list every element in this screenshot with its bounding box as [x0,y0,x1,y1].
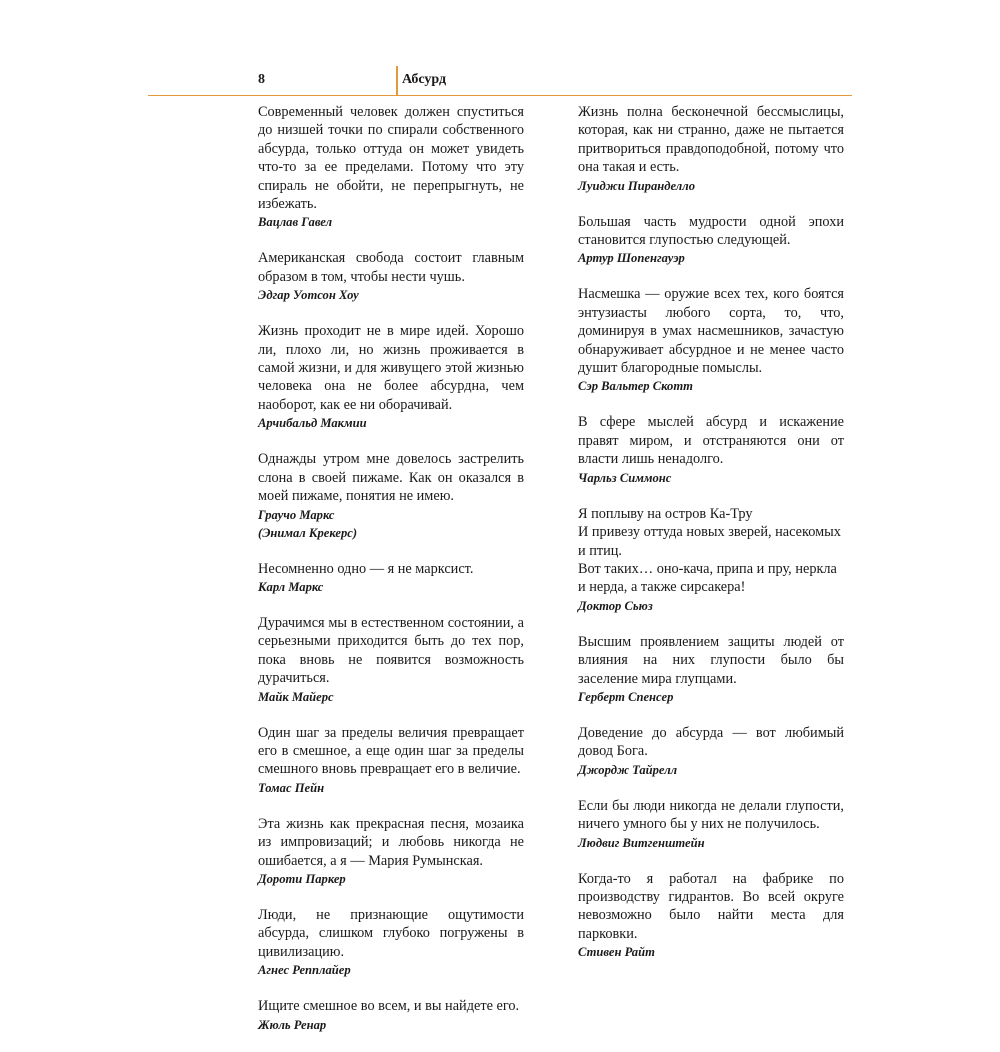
quote-author: Стивен Райт [578,945,655,960]
quote [578,724,844,779]
quote-text: Если бы люди никогда не делали глупости, ничего умного бы у них не получилось. [578,797,844,833]
quote-text: В сфере мыслей абсурд и искажение правят миром, и отстраняются они от власти лишь ненадолго. [578,414,844,468]
quote [258,614,524,706]
quote [578,103,844,195]
quote-text: Люди, не признающие ощутимости абсурда, слишком глубоко погружены в цивилизацию. [258,906,524,960]
quote-text: Несомненно одно — я не марксист. [258,560,474,577]
quote-author: Вацлав Гавел [258,215,333,230]
page-header [148,64,852,96]
quote-author: Сэр Вальтер Скотт [578,379,693,394]
poem-text [578,505,844,597]
quote-poem [578,505,844,615]
quote-author: Дороти Паркер [258,871,346,886]
quote-author: Чарльз Симмонс [578,470,672,485]
header-divider [396,66,398,95]
chapter-title: Абсурд [402,72,447,87]
quote-author: Доктор Сьюз [578,598,653,613]
quote [258,997,524,1033]
quote-author: Арчибальд Макмии [258,416,367,431]
right-column [578,103,844,979]
quote-text: Жизнь полна бесконечной бессмыслицы, которая, как ни странно, даже не пытается притвориться правдоподобной, потому что она такая и есть. [578,104,844,176]
quote-text: Дурачимся мы в естественном состоянии, а серьезными приходится быть до тех пор, пока вновь не появится возможность дурачиться. [258,614,524,687]
quote [258,560,524,596]
quote-author: Людвиг Витгенштейн [578,835,705,850]
quote-text: Большая часть мудрости одной эпохи становится глупостью следующей. [578,213,844,249]
quote [578,213,844,268]
quote-text: Насмешка — оружие всех тех, кого боятся энтузиасты любого сорта, то, что, доминируя в умах насмешников, зачастую обнаруживает абсурдное и не менее часто душит благородные помыслы. [578,286,844,377]
quote-text: Когда-то я работал на фабрике по производству гидрантов. Во всей округе невозможно было найти места для парковки. [578,870,844,942]
quote-author: Артур Шопенгауэр [578,251,685,266]
quote [258,249,524,304]
quote-text: Ищите смешное во всем, и вы найдете его. [258,998,520,1015]
quote-text: Один шаг за пределы величия превращает его в смешное, а еще один шаг за пределы смешного вновь превращает его в величие. [258,724,524,778]
quote-author: Карл Маркс [258,579,324,594]
quote [578,797,844,852]
poem-line: Вот таких… оно-кача, припа и пру, неркла и нерда, а также сирсакера! [578,560,837,596]
quote-text: Эта жизнь как прекрасная песня, мозаика из импровизаций; и любовь никогда не ошибается, а я — Мария Румынская. [258,815,524,869]
quote [258,322,524,432]
quote-author: Жюль Ренар [258,1017,327,1032]
quote [258,815,524,888]
quote-text: Доведение до абсурда — вот любимый довод Бога. [578,724,844,760]
quote [578,633,844,706]
quote-text: Однажды утром мне довелось застрелить слона в своей пижаме. Как он оказался в моей пижаме, понятия не имею. [258,451,524,505]
left-column [258,103,524,1052]
quote-author: Майк Майерс [258,689,334,704]
quote-text: Американская свобода состоит главным образом в том, чтобы нести чушь. [258,250,524,285]
quote [258,906,524,979]
quote [258,450,524,541]
quote-author: Агнес Репплайер [258,963,351,978]
quote-author: Томас Пейн [258,780,325,795]
quote [578,285,844,395]
quote [578,870,844,962]
quote-author-note: (Энимал Крекерс) [258,525,358,540]
quote [258,724,524,797]
quote [578,413,844,486]
quote-author: Герберт Спенсер [578,689,674,704]
quote-author: Джордж Тайрелл [578,762,678,777]
quote-text: Современный человек должен спуститься до низшей точки по спирали собственного абсурда, только оттуда он может увидеть что-то за ее пределами. Потому что эту спираль не обойти, не перепрыгнуть, не избежать. [258,104,524,213]
poem-line: Я поплыву на остров Ка-Тру [578,505,753,522]
quote-author: Граучо Маркс [258,507,335,522]
quote-text: Жизнь проходит не в мире идей. Хорошо ли, плохо ли, но жизнь проживается в самой жизни, и для живущего этой жизнью человека она не более абсурдна, чем наоборот, как ее ни оборачивай. [258,323,524,413]
quote-author: Эдгар Уотсон Хоу [258,288,359,303]
poem-line: И привезу оттуда новых зверей, насекомых и птиц. [578,524,841,559]
page-number: 8 [258,72,265,87]
quote [258,103,524,231]
quote-text: Высшим проявлением защиты людей от влияния на них глупости было бы заселение мира глупцами. [578,633,844,687]
quote-author: Луиджи Пиранделло [578,178,695,193]
